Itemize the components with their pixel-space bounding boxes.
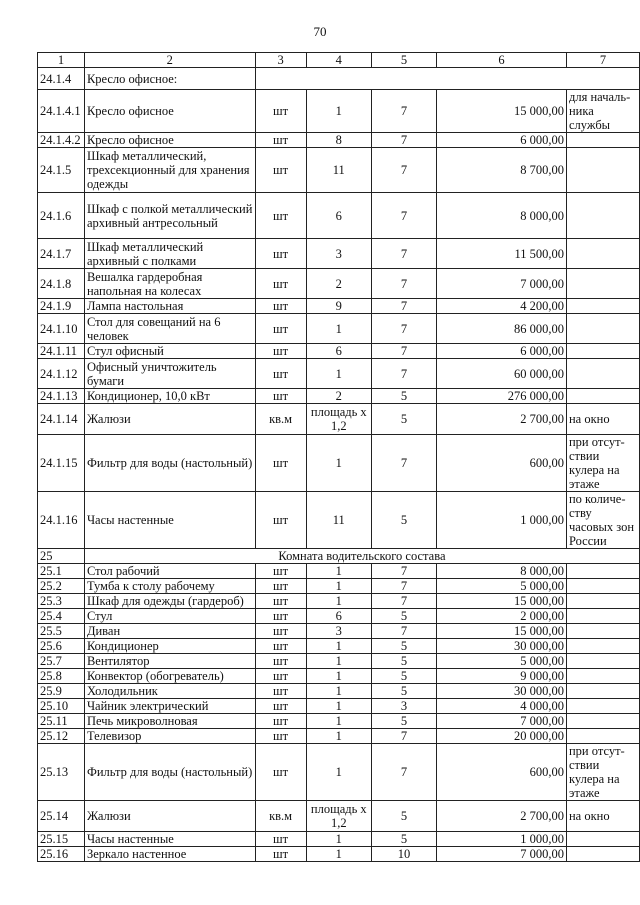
item-name-cell: Конвектор (обогреватель) (84, 669, 255, 684)
item-number-cell: 25.13 (38, 744, 85, 801)
item-name-cell: Шкаф металлический, трехсекционный для хранения одежды (84, 148, 255, 193)
empty-cell (255, 68, 639, 90)
item-number-cell: 25.14 (38, 801, 85, 832)
section-row (38, 549, 640, 564)
price-cell: 2 700,00 (436, 801, 566, 832)
item-number-cell: 25.9 (38, 684, 85, 699)
price-cell: 2 000,00 (436, 609, 566, 624)
quantity-cell: 1 (306, 594, 371, 609)
item-name-cell: Фильтр для воды (настольный) (84, 744, 255, 801)
note-cell (566, 669, 639, 684)
item-name-cell: Шкаф для одежды (гардероб) (84, 594, 255, 609)
quantity-cell: площадь х 1,2 (306, 801, 371, 832)
note-cell: для началь-ника службы (566, 90, 639, 133)
unit-cell: шт (255, 344, 306, 359)
price-cell: 600,00 (436, 744, 566, 801)
quantity-cell: 1 (306, 714, 371, 729)
item-number-cell: 24.1.4.2 (38, 133, 85, 148)
unit-cell: шт (255, 744, 306, 801)
item-number-cell: 24.1.7 (38, 239, 85, 269)
quantity-cell: 1 (306, 847, 371, 862)
header-cell: 1 (38, 53, 85, 68)
note-cell (566, 133, 639, 148)
table-row (38, 492, 640, 549)
unit-cell: шт (255, 832, 306, 847)
item-number-cell: 24.1.10 (38, 314, 85, 344)
quantity-cell: 1 (306, 669, 371, 684)
unit-cell: шт (255, 359, 306, 389)
table-row (38, 684, 640, 699)
unit-cell: шт (255, 847, 306, 862)
unit-cell: шт (255, 239, 306, 269)
table-row (38, 801, 640, 832)
unit-cell: шт (255, 314, 306, 344)
price-cell: 2 700,00 (436, 404, 566, 435)
header-cell: 3 (255, 53, 306, 68)
service-life-cell: 7 (371, 744, 436, 801)
quantity-cell: 2 (306, 269, 371, 299)
item-number-cell: 24.1.13 (38, 389, 85, 404)
service-life-cell: 7 (371, 314, 436, 344)
item-name-cell: Шкаф с полкой металлический архивный антресольный (84, 193, 255, 239)
table-header (38, 53, 640, 68)
quantity-cell: 2 (306, 389, 371, 404)
price-cell: 6 000,00 (436, 133, 566, 148)
unit-cell: шт (255, 435, 306, 492)
price-cell: 4 000,00 (436, 699, 566, 714)
item-number-cell: 24.1.6 (38, 193, 85, 239)
quantity-cell: 1 (306, 359, 371, 389)
unit-cell: шт (255, 684, 306, 699)
table-row (38, 639, 640, 654)
item-name-cell: Стул офисный (84, 344, 255, 359)
item-number-cell: 25.6 (38, 639, 85, 654)
table-row (38, 269, 640, 299)
table-row (38, 832, 640, 847)
unit-cell: шт (255, 579, 306, 594)
price-cell: 7 000,00 (436, 847, 566, 862)
note-cell (566, 148, 639, 193)
price-cell: 30 000,00 (436, 639, 566, 654)
service-life-cell: 5 (371, 404, 436, 435)
quantity-cell: 1 (306, 832, 371, 847)
price-cell: 60 000,00 (436, 359, 566, 389)
price-cell: 15 000,00 (436, 594, 566, 609)
item-name-cell: Стол для совещаний на 6 человек (84, 314, 255, 344)
item-number-cell: 25.3 (38, 594, 85, 609)
item-name-cell: Диван (84, 624, 255, 639)
service-life-cell: 7 (371, 435, 436, 492)
item-number-cell: 24.1.16 (38, 492, 85, 549)
note-cell (566, 594, 639, 609)
note-cell (566, 847, 639, 862)
service-life-cell: 7 (371, 594, 436, 609)
table-row (38, 435, 640, 492)
service-life-cell: 5 (371, 714, 436, 729)
unit-cell: шт (255, 133, 306, 148)
header-row (38, 53, 640, 68)
header-cell: 7 (566, 53, 639, 68)
price-cell: 4 200,00 (436, 299, 566, 314)
item-number-cell: 25.1 (38, 564, 85, 579)
item-name-cell: Часы настенные (84, 832, 255, 847)
unit-cell: шт (255, 639, 306, 654)
item-number-cell: 24.1.9 (38, 299, 85, 314)
service-life-cell: 7 (371, 269, 436, 299)
item-name-cell: Часы настенные (84, 492, 255, 549)
quantity-cell: 1 (306, 699, 371, 714)
item-name-cell: Тумба к столу рабочему (84, 579, 255, 594)
service-life-cell: 7 (371, 148, 436, 193)
table-body (38, 68, 640, 862)
price-cell: 8 000,00 (436, 193, 566, 239)
service-life-cell: 7 (371, 133, 436, 148)
unit-cell: шт (255, 492, 306, 549)
table-row (38, 389, 640, 404)
item-number-cell: 25.11 (38, 714, 85, 729)
item-number-cell: 25.16 (38, 847, 85, 862)
note-cell: при отсут-ствии кулера на этаже (566, 435, 639, 492)
price-cell: 5 000,00 (436, 579, 566, 594)
price-cell: 15 000,00 (436, 90, 566, 133)
service-life-cell: 7 (371, 344, 436, 359)
table-row (38, 314, 640, 344)
table-row (38, 609, 640, 624)
note-cell: на окно (566, 801, 639, 832)
table-row (38, 654, 640, 669)
unit-cell: шт (255, 609, 306, 624)
table-row (38, 148, 640, 193)
unit-cell: шт (255, 564, 306, 579)
note-cell (566, 639, 639, 654)
group-row (38, 68, 640, 90)
item-name-cell: Шкаф металлический архивный с полками (84, 239, 255, 269)
quantity-cell: 9 (306, 299, 371, 314)
item-name-cell: Холодильник (84, 684, 255, 699)
unit-cell: шт (255, 699, 306, 714)
quantity-cell: 1 (306, 639, 371, 654)
norms-table (37, 52, 640, 862)
unit-cell: шт (255, 594, 306, 609)
note-cell (566, 579, 639, 594)
unit-cell: кв.м (255, 801, 306, 832)
note-cell (566, 359, 639, 389)
note-cell (566, 564, 639, 579)
item-number-cell: 24.1.8 (38, 269, 85, 299)
table-row (38, 564, 640, 579)
note-cell: при отсут-ствии кулера на этаже (566, 744, 639, 801)
price-cell: 9 000,00 (436, 669, 566, 684)
service-life-cell: 10 (371, 847, 436, 862)
item-name-cell: Телевизор (84, 729, 255, 744)
note-cell: по количе-ству часовых зон России (566, 492, 639, 549)
unit-cell: кв.м (255, 404, 306, 435)
quantity-cell: 11 (306, 148, 371, 193)
quantity-cell: 11 (306, 492, 371, 549)
quantity-cell: 1 (306, 435, 371, 492)
item-number-cell: 25.2 (38, 579, 85, 594)
note-cell (566, 239, 639, 269)
quantity-cell: 1 (306, 744, 371, 801)
table-row (38, 239, 640, 269)
service-life-cell: 7 (371, 299, 436, 314)
quantity-cell: 3 (306, 624, 371, 639)
item-number-cell: 25.4 (38, 609, 85, 624)
price-cell: 7 000,00 (436, 714, 566, 729)
service-life-cell: 5 (371, 389, 436, 404)
service-life-cell: 7 (371, 90, 436, 133)
item-number-cell: 24.1.14 (38, 404, 85, 435)
unit-cell: шт (255, 729, 306, 744)
item-number-cell: 24.1.5 (38, 148, 85, 193)
service-life-cell: 5 (371, 832, 436, 847)
note-cell (566, 714, 639, 729)
quantity-cell: 1 (306, 564, 371, 579)
item-name-cell: Кресло офисное (84, 133, 255, 148)
quantity-cell: 3 (306, 239, 371, 269)
quantity-cell: площадь х 1,2 (306, 404, 371, 435)
item-name-cell: Стол рабочий (84, 564, 255, 579)
item-name-cell: Вешалка гардеробная напольная на колесах (84, 269, 255, 299)
service-life-cell: 3 (371, 699, 436, 714)
note-cell (566, 699, 639, 714)
price-cell: 20 000,00 (436, 729, 566, 744)
unit-cell: шт (255, 714, 306, 729)
price-cell: 6 000,00 (436, 344, 566, 359)
price-cell: 11 500,00 (436, 239, 566, 269)
item-number-cell: 24.1.12 (38, 359, 85, 389)
price-cell: 7 000,00 (436, 269, 566, 299)
service-life-cell: 5 (371, 801, 436, 832)
table-row (38, 729, 640, 744)
header-cell: 6 (436, 53, 566, 68)
service-life-cell: 7 (371, 193, 436, 239)
unit-cell: шт (255, 624, 306, 639)
table-row (38, 299, 640, 314)
header-cell: 4 (306, 53, 371, 68)
item-number-cell: 25 (38, 549, 85, 564)
note-cell (566, 389, 639, 404)
section-title-cell: Комната водительского состава (84, 549, 639, 564)
service-life-cell: 5 (371, 669, 436, 684)
quantity-cell: 8 (306, 133, 371, 148)
note-cell (566, 832, 639, 847)
quantity-cell: 1 (306, 684, 371, 699)
table-row (38, 579, 640, 594)
item-name-cell: Жалюзи (84, 404, 255, 435)
unit-cell: шт (255, 269, 306, 299)
price-cell: 8 000,00 (436, 564, 566, 579)
note-cell (566, 684, 639, 699)
quantity-cell: 1 (306, 90, 371, 133)
quantity-cell: 1 (306, 314, 371, 344)
service-life-cell: 7 (371, 579, 436, 594)
quantity-cell: 1 (306, 654, 371, 669)
table-row (38, 744, 640, 801)
table-row (38, 669, 640, 684)
item-name-cell: Кондиционер (84, 639, 255, 654)
item-name-cell: Фильтр для воды (настольный) (84, 435, 255, 492)
note-cell (566, 193, 639, 239)
table-row (38, 594, 640, 609)
note-cell (566, 314, 639, 344)
note-cell (566, 654, 639, 669)
table-row (38, 344, 640, 359)
page-number: 70 (313, 24, 327, 39)
header-cell: 5 (371, 53, 436, 68)
note-cell (566, 609, 639, 624)
note-cell (566, 269, 639, 299)
price-cell: 600,00 (436, 435, 566, 492)
note-cell: на окно (566, 404, 639, 435)
service-life-cell: 5 (371, 492, 436, 549)
quantity-cell: 1 (306, 729, 371, 744)
quantity-cell: 6 (306, 193, 371, 239)
service-life-cell: 5 (371, 609, 436, 624)
unit-cell: шт (255, 299, 306, 314)
table-row (38, 847, 640, 862)
unit-cell: шт (255, 148, 306, 193)
item-name-cell: Жалюзи (84, 801, 255, 832)
unit-cell: шт (255, 669, 306, 684)
table-row (38, 624, 640, 639)
service-life-cell: 7 (371, 624, 436, 639)
note-cell (566, 299, 639, 314)
item-number-cell: 25.7 (38, 654, 85, 669)
unit-cell: шт (255, 193, 306, 239)
item-number-cell: 24.1.11 (38, 344, 85, 359)
item-name-cell: Кресло офисное (84, 90, 255, 133)
item-number-cell: 24.1.4 (38, 68, 85, 90)
item-number-cell: 25.15 (38, 832, 85, 847)
table-row (38, 359, 640, 389)
note-cell (566, 344, 639, 359)
service-life-cell: 5 (371, 639, 436, 654)
price-cell: 1 000,00 (436, 492, 566, 549)
table-row (38, 404, 640, 435)
item-number-cell: 25.10 (38, 699, 85, 714)
unit-cell: шт (255, 389, 306, 404)
service-life-cell: 7 (371, 729, 436, 744)
quantity-cell: 6 (306, 344, 371, 359)
table-row (38, 133, 640, 148)
table-row (38, 90, 640, 133)
price-cell: 15 000,00 (436, 624, 566, 639)
price-cell: 30 000,00 (436, 684, 566, 699)
quantity-cell: 1 (306, 579, 371, 594)
service-life-cell: 7 (371, 564, 436, 579)
price-cell: 5 000,00 (436, 654, 566, 669)
unit-cell: шт (255, 654, 306, 669)
note-cell (566, 729, 639, 744)
unit-cell: шт (255, 90, 306, 133)
price-cell: 8 700,00 (436, 148, 566, 193)
price-cell: 86 000,00 (436, 314, 566, 344)
item-name-cell: Зеркало настенное (84, 847, 255, 862)
price-cell: 276 000,00 (436, 389, 566, 404)
item-name-cell: Офисный уничтожитель бумаги (84, 359, 255, 389)
item-name-cell: Кондиционер, 10,0 кВт (84, 389, 255, 404)
item-name-cell: Кресло офисное: (84, 68, 255, 90)
item-name-cell: Печь микроволновая (84, 714, 255, 729)
item-name-cell: Лампа настольная (84, 299, 255, 314)
item-name-cell: Стул (84, 609, 255, 624)
item-number-cell: 24.1.4.1 (38, 90, 85, 133)
service-life-cell: 7 (371, 239, 436, 269)
table-row (38, 193, 640, 239)
service-life-cell: 5 (371, 654, 436, 669)
table-row (38, 699, 640, 714)
item-number-cell: 25.5 (38, 624, 85, 639)
item-number-cell: 25.8 (38, 669, 85, 684)
note-cell (566, 624, 639, 639)
item-name-cell: Чайник электрический (84, 699, 255, 714)
header-cell: 2 (84, 53, 255, 68)
price-cell: 1 000,00 (436, 832, 566, 847)
item-number-cell: 25.12 (38, 729, 85, 744)
quantity-cell: 6 (306, 609, 371, 624)
service-life-cell: 5 (371, 684, 436, 699)
item-number-cell: 24.1.15 (38, 435, 85, 492)
item-name-cell: Вентилятор (84, 654, 255, 669)
service-life-cell: 7 (371, 359, 436, 389)
table-row (38, 714, 640, 729)
